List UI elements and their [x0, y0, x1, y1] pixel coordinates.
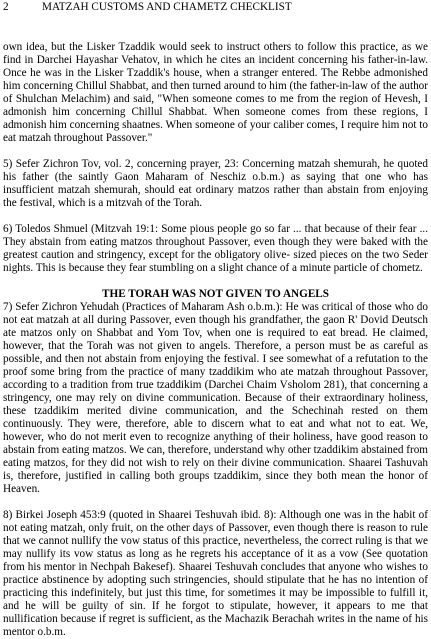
section-heading: THE TORAH WAS NOT GIVEN TO ANGELS: [102, 288, 329, 300]
page-number: 2: [3, 1, 9, 13]
paragraph-5: 5) Sefer Zichron Tov, vol. 2, concerning prayer, 23: Concerning matzah shemurah, he quoted his father (the saintly Gaon Maharam of Neschiz o.b.m.) as saying that one who has insufficient matzah shemurah, should eat ordinary matzos rather than abstain from enjoying the festival, which is a mitzvah of the Torah.: [3, 158, 428, 209]
paragraph-6: 6) Toledos Shmuel (Mitzvah 19:1: Some pious people go so far ... that because of their fear ... They abstain from eating matzos throughout Passover, even though they were baked with the greatest caution and stringency, except for the obligatory olive- sized pieces on the two Seder nights. This is because they fear stumbling on a slight chance of a minute particle of chometz.: [3, 223, 428, 274]
paragraph-continued: own idea, but the Lisker Tzaddik would seek to instruct others to follow this practice, as we find in Darchei Hayashar Vehatov, in which he cites an incident concerning his father-in-law. Once he was in the Lisker Tzaddik's house, when a stranger entered. The Rebbe admonished him concerning Chillul Shabbat, and then turned around to him (the father-in-law of the author of Shulchan Melachim) and said, "When someone comes to me from the region of Hevesh, I admonish him concerning Chillul Shabbat. When someone comes from these regions, I admonish him concerning shaatnes. When someone of your caliber comes, I require him not to eat matzah throughout Passover.": [3, 41, 428, 144]
paragraph-8: 8) Birkei Joseph 453:9 (quoted in Shaarei Teshuvah ibid. 8): Although one was in the habit of not eating matzah, only fruit, on the other days of Passover, even though there is reason to rule that we cannot nullify the vow status of this practice, nevertheless, the correct ruling is that we may nullify its vow status as long as he regrets his acceptance of it as a vow (See quotation from his mentor in Nechpah Bakesef). Shaarei Teshuvah concludes that anyone who wishes to practice abstinence by adopting such stringencies, should stipulate that he has no intention of practicing this indefinitely, but just this time, for sometimes it may be impossible to fulfill it, and he will be guilty of sin. If he forgot to stipulate, however, it appears to me that nullification because if regret is sufficient, as the Machazik Berachah writes in the name of his mentor o.b.m.: [3, 509, 428, 638]
paragraph-7: 7) Sefer Zichron Yehudah (Practices of Maharam Ash o.b.m.): He was critical of those who do not eat matzah at all during Passover, even though his grandfather, the gaon R' Dovid Deutsch ate matzos only on Shabbat and Yom Tov, when one is required to eat bread. He claimed, however, that the Torah was not given to angels. Therefore, a person must be as careful as possible, and then not abstain from enjoying the festival. I see somewhat of a refutation to the proof some bring from the practice of many tzaddikim who ate matzah throughout Passover, according to a tradition from true tzaddikim (Darchei Chaim Vsholom 281), that concerning a stringency, one may rely on divine communication. Because of their extraordinary holiness, these tzaddikim merited divine communication, and the Schechinah rested on them continuously. They were, therefore, able to discern what to eat and what not to eat. We, however, who do not merit even to recognize anything of their holiness, have good reason to abstain from eating matzos. We can, therefore, understand why other tzaddikim abstained from eating matzos, for they did not wish to rely on their divine communication. Shaarei Tashuvah is, therefore, justified in calling both groups tzaddikim, since they both mean the honor of Heaven.: [3, 301, 428, 495]
running-title: MATZAH CUSTOMS AND CHAMETZ CHECKLIST: [42, 1, 292, 13]
section-torah-not-given-to-angels: [3, 288, 428, 639]
document-page: [3, 0, 428, 638]
running-header: [3, 0, 428, 14]
